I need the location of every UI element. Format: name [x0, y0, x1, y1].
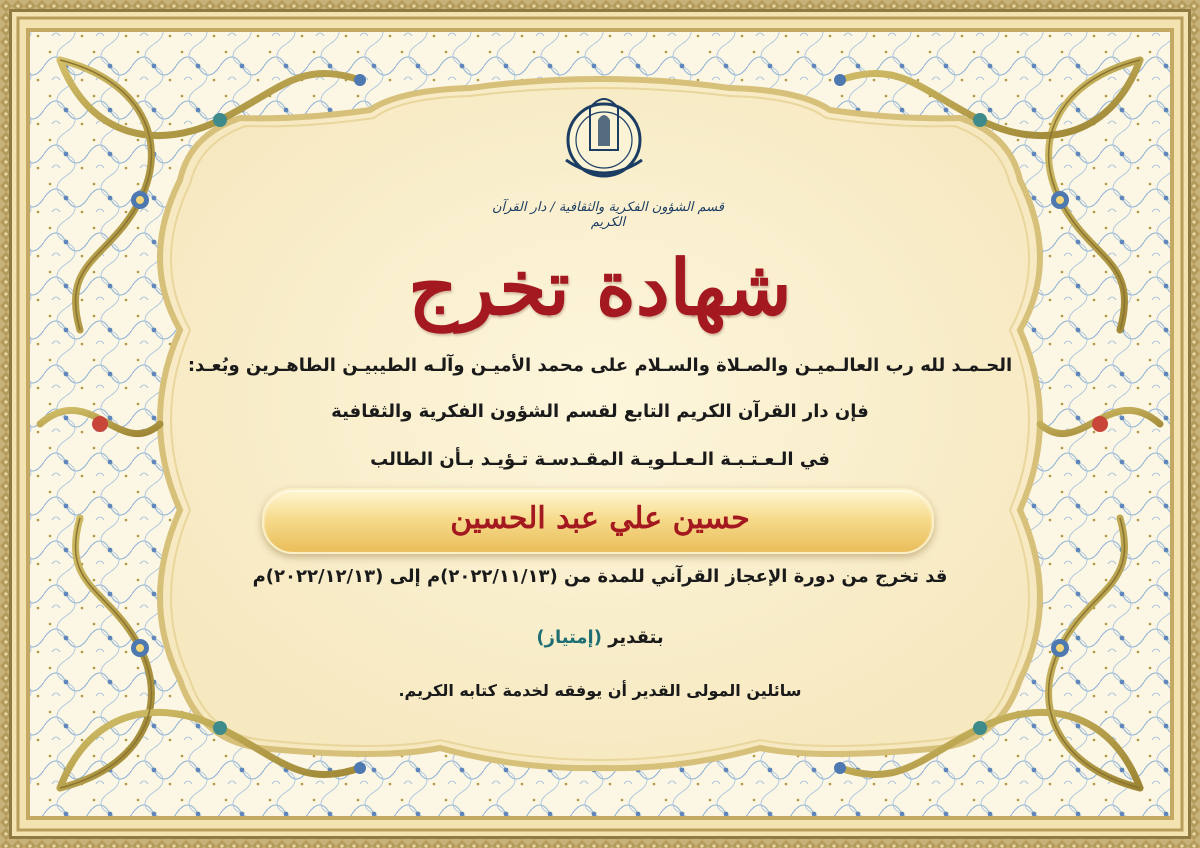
grade-value: (إمتياز) [536, 627, 602, 648]
department-line: قسم الشؤون الفكرية والثقافية / دار القرآن الكريم [491, 200, 724, 230]
grade-line [0, 627, 1200, 648]
completion-line: قد تخرج من دورة الإعجاز القرآني للمدة من (٢٠٢٢/١١/١٣)م إلى (٢٠٢٢/١٢/١٣)م [252, 566, 948, 587]
closing-line: سائلين المولى القدير أن يوفقه لخدمة كتابه الكريم. [398, 681, 802, 700]
grade-label: بتقدير [601, 627, 664, 648]
certificate-title: شهادة تخرج [408, 243, 792, 332]
opening-line: الحـمـد لله رب العالـميـن والصـلاة والسـلام على محمد الأميـن وآلـه الطيبيـن الطاهـرين وبُعـد: [187, 355, 1013, 376]
institution-line: فإن دار القرآن الكريم التابع لقسم الشؤون الفكرية والثقافية [331, 401, 869, 422]
student-name: حسين علي عبد الحسين [450, 501, 750, 536]
attestation-line: في الـعـتـبـة الـعـلـويـة المقـدسـة تـؤيـد بـأن الطالب [370, 449, 830, 470]
